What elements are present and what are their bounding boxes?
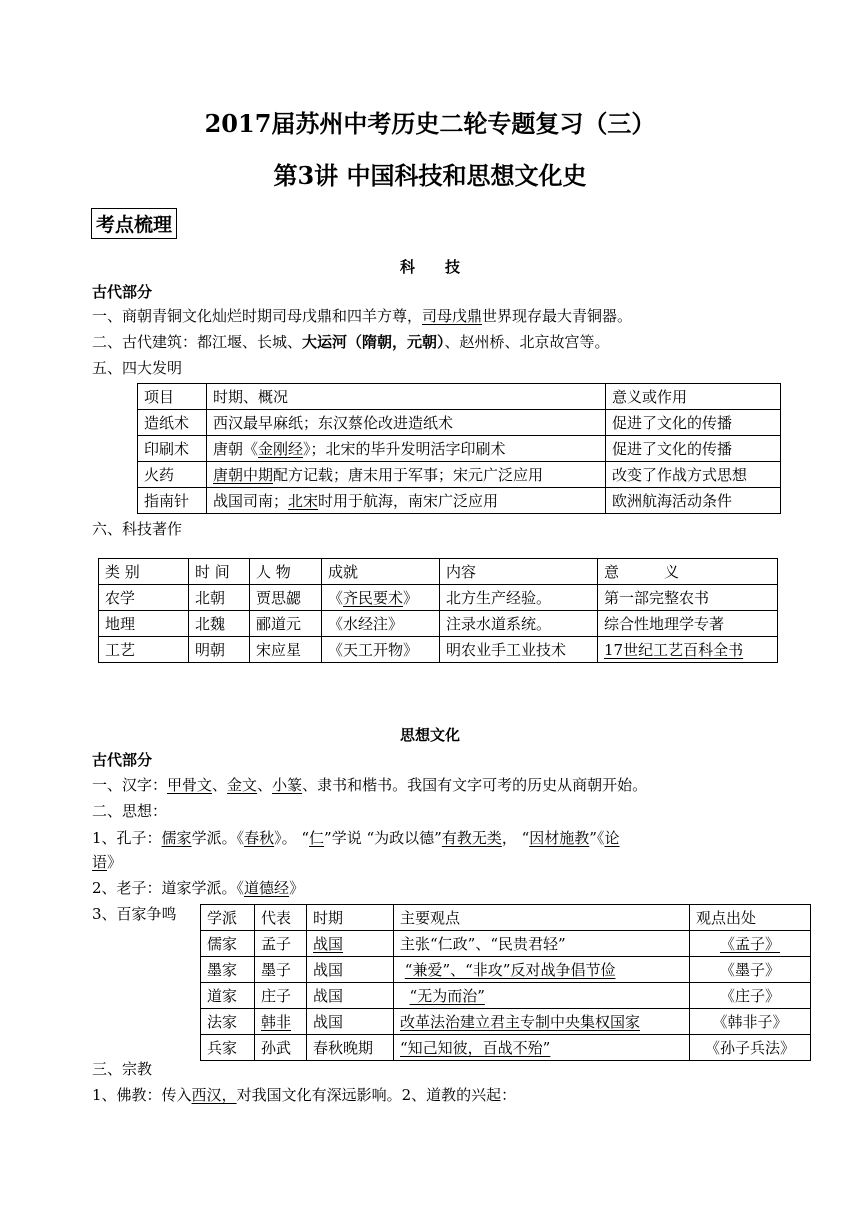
school-representative: 韩非	[255, 1009, 307, 1035]
lecture-title: 第3讲 中国科技和思想文化史	[273, 161, 587, 190]
ancient-part-label-2: 古代部分	[92, 751, 153, 769]
religion-heading: 三、宗教	[92, 1060, 153, 1078]
header-cell: 意义或作用	[606, 384, 781, 410]
school-representative: 庄子	[255, 983, 307, 1009]
header-cell: 时期、概况	[207, 384, 606, 410]
work-author: 宋应星	[250, 637, 322, 663]
school-view: “兼爱”、“非攻”反对战争倡节俭	[394, 957, 690, 983]
table-header-row	[99, 559, 778, 585]
header-cell: 内容	[440, 559, 598, 585]
table-row	[138, 488, 781, 514]
work-content: 明农业手工业技术	[440, 637, 598, 663]
thought-heading-line: 二、思想：	[92, 802, 168, 820]
school-source: 《孟子》	[690, 931, 811, 957]
school-period: 战国	[307, 1009, 394, 1035]
invention-effect: 改变了作战方式思想	[606, 462, 781, 488]
hundred-schools-label: 3、百家争鸣	[92, 905, 177, 923]
school-name: 墨家	[201, 957, 255, 983]
work-meaning: 第一部完整农书	[598, 585, 778, 611]
thought-culture-heading: 思想文化	[399, 726, 460, 744]
header-cell: 观点出处	[690, 905, 811, 931]
school-name: 兵家	[201, 1035, 255, 1061]
school-name: 道家	[201, 983, 255, 1009]
table-header-row	[138, 384, 781, 410]
work-title: 《水经注》	[322, 611, 440, 637]
school-name: 儒家	[201, 931, 255, 957]
section-label-box: 考点梳理	[91, 208, 177, 239]
work-time: 北魏	[189, 611, 250, 637]
work-time: 明朝	[189, 637, 250, 663]
school-representative: 孟子	[255, 931, 307, 957]
four-inventions-heading: 五、四大发明	[92, 359, 183, 377]
table-row	[138, 410, 781, 436]
invention-detail: 西汉最早麻纸；东汉蔡伦改进造纸术	[207, 410, 606, 436]
school-name: 法家	[201, 1009, 255, 1035]
school-view: “知己知彼，百战不殆”	[394, 1035, 690, 1061]
header-cell: 时 间	[189, 559, 250, 585]
invention-effect: 促进了文化的传播	[606, 410, 781, 436]
school-period: 战国	[307, 957, 394, 983]
invention-detail: 战国司南；北宋时用于航海，南宋广泛应用	[207, 488, 606, 514]
school-source: 《庄子》	[690, 983, 811, 1009]
work-content: 北方生产经验。	[440, 585, 598, 611]
table-row	[99, 611, 778, 637]
school-period: 战国	[307, 931, 394, 957]
invention-name: 造纸术	[138, 410, 207, 436]
header-cell: 意 义	[598, 559, 778, 585]
buddhism-line: 1、佛教：传入西汉，对我国文化有深远影响。2、道教的兴起：	[92, 1086, 517, 1104]
invention-effect: 促进了文化的传播	[606, 436, 781, 462]
bronze-line: 一、商朝青铜文化灿烂时期司母戊鼎和四羊方尊，司母戊鼎世界现存最大青铜器。	[92, 307, 633, 325]
school-view: “无为而治”	[394, 983, 690, 1009]
table-row	[201, 1035, 811, 1061]
school-source: 《孙子兵法》	[690, 1035, 811, 1061]
work-category: 地理	[99, 611, 189, 637]
characters-line: 一、汉字：甲骨文、金文、小篆、隶书和楷书。我国有文字可考的历史从商朝开始。	[92, 776, 648, 794]
work-content: 注录水道系统。	[440, 611, 598, 637]
invention-name: 指南针	[138, 488, 207, 514]
school-source: 《墨子》	[690, 957, 811, 983]
confucius-line-cont: 语》	[92, 853, 123, 871]
school-source: 《韩非子》	[690, 1009, 811, 1035]
sci-works-heading: 六、科技著作	[92, 520, 183, 538]
header-cell: 成就	[322, 559, 440, 585]
table-header-row	[201, 905, 811, 931]
architecture-line: 二、古代建筑：都江堰、长城、大运河（隋朝，元朝）、赵州桥、北京故宫等。	[92, 333, 610, 351]
table-row	[201, 931, 811, 957]
school-period: 战国	[307, 983, 394, 1009]
table-row	[138, 462, 781, 488]
inventions-table	[137, 383, 781, 514]
table-row	[201, 1009, 811, 1035]
science-heading: 科 技	[399, 258, 460, 276]
table-row	[201, 957, 811, 983]
work-time: 北朝	[189, 585, 250, 611]
invention-detail: 唐朝《金刚经》；北宋的毕升发明活字印刷术	[207, 436, 606, 462]
ancient-part-label: 古代部分	[92, 283, 153, 301]
confucius-line: 1、孔子：儒家学派。《春秋》。 “仁”学说 “为政以德”有教无类， “因材施教”《论	[92, 829, 620, 847]
work-author: 贾思勰	[250, 585, 322, 611]
header-cell: 类 别	[99, 559, 189, 585]
header-cell: 时期	[307, 905, 394, 931]
school-representative: 孙武	[255, 1035, 307, 1061]
header-cell: 人 物	[250, 559, 322, 585]
school-period: 春秋晚期	[307, 1035, 394, 1061]
invention-name: 火药	[138, 462, 207, 488]
table-row	[201, 983, 811, 1009]
table-row	[138, 436, 781, 462]
header-cell: 主要观点	[394, 905, 690, 931]
laozi-line: 2、老子：道家学派。《道德经》	[92, 879, 305, 897]
table-row	[99, 585, 778, 611]
header-cell: 代表	[255, 905, 307, 931]
header-cell: 学派	[201, 905, 255, 931]
work-category: 农学	[99, 585, 189, 611]
document-title: 2017届苏州中考历史二轮专题复习（三）	[204, 109, 656, 138]
header-cell: 项目	[138, 384, 207, 410]
school-view: 主张“仁政”、“民贵君轻”	[394, 931, 690, 957]
invention-name: 印刷术	[138, 436, 207, 462]
work-title: 《天工开物》	[322, 637, 440, 663]
table-row	[99, 637, 778, 663]
invention-detail: 唐朝中期配方记载；唐末用于军事；宋元广泛应用	[207, 462, 606, 488]
invention-effect: 欧洲航海活动条件	[606, 488, 781, 514]
work-category: 工艺	[99, 637, 189, 663]
work-author: 郦道元	[250, 611, 322, 637]
work-meaning: 综合性地理学专著	[598, 611, 778, 637]
hundred-schools-table	[200, 904, 811, 1061]
school-representative: 墨子	[255, 957, 307, 983]
work-meaning: 17世纪工艺百科全书	[598, 637, 778, 663]
work-title: 《齐民要术》	[322, 585, 440, 611]
school-view: 改革法治建立君主专制中央集权国家	[394, 1009, 690, 1035]
sci-works-table	[98, 558, 778, 663]
